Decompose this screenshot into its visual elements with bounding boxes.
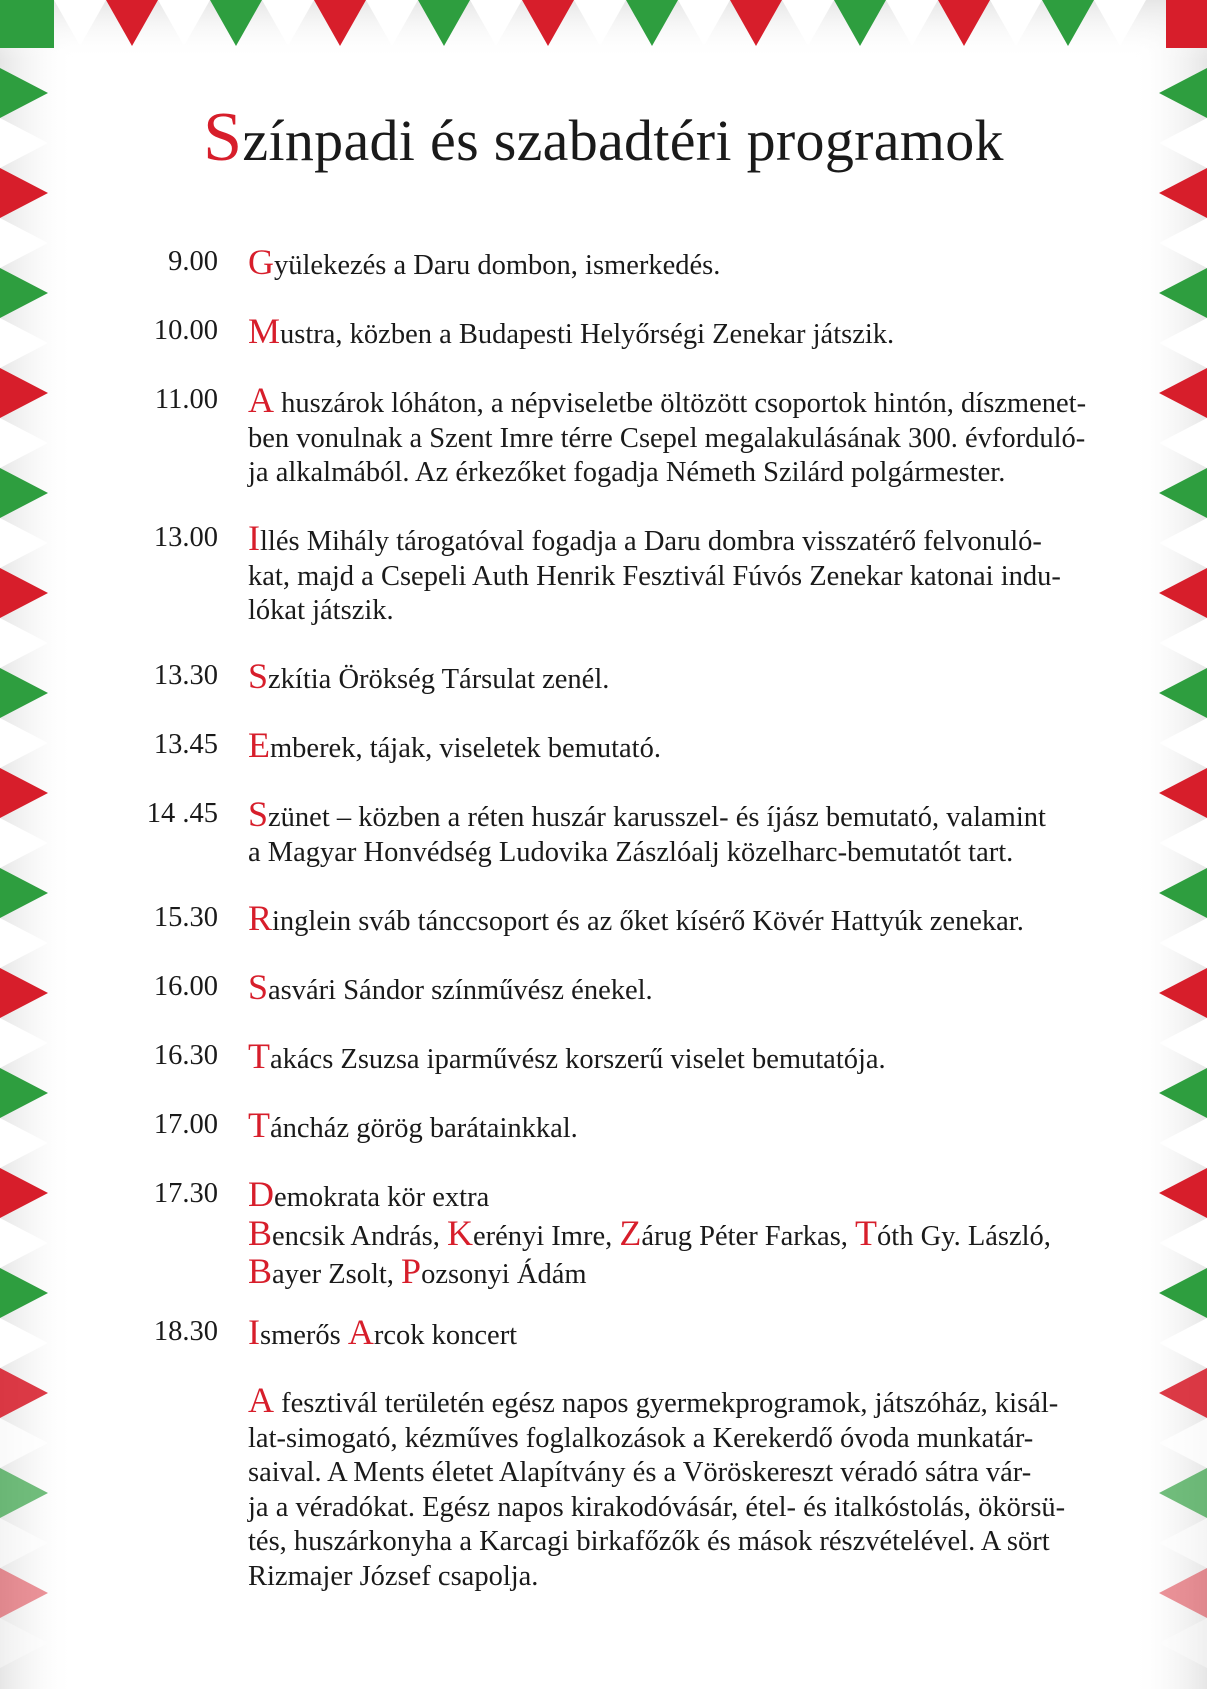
drop-cap: I bbox=[248, 518, 260, 558]
desc-line: kat, majd a Csepeli Auth Henrik Fesztivál Fúvós Zenekar katonai indu- bbox=[248, 560, 1061, 592]
drop-cap: P bbox=[401, 1251, 422, 1291]
entry-description bbox=[248, 1036, 1105, 1078]
closing-text bbox=[248, 1380, 1105, 1594]
desc-line: Szkítia Örökség Társulat zenél. bbox=[248, 656, 610, 696]
entry-description bbox=[248, 380, 1105, 491]
drop-cap: S bbox=[248, 656, 269, 696]
desc-line: Rizmajer József csapolja. bbox=[248, 1560, 539, 1592]
entry-time: 16.00 bbox=[153, 971, 218, 1002]
corner-block-left bbox=[0, 0, 54, 48]
desc-line: tés, huszárkonyha a Karcagi birkafőzők és mások részvételével. A sört bbox=[248, 1526, 1050, 1557]
entry-description bbox=[248, 1174, 1105, 1293]
desc-line: Demokrata kör extra bbox=[248, 1174, 490, 1214]
drop-cap: Z bbox=[619, 1212, 642, 1253]
entry-time: 17.30 bbox=[153, 1178, 218, 1209]
drop-cap: E bbox=[248, 725, 270, 765]
entry-time: 11.00 bbox=[154, 384, 218, 415]
drop-cap: S bbox=[248, 967, 269, 1007]
entry-time: 13.45 bbox=[153, 729, 218, 760]
drop-cap: K bbox=[446, 1212, 473, 1253]
desc-line: A huszárok lóháton, a népviseletbe öltözött csoportok hintón, díszmenet- bbox=[248, 380, 1087, 420]
desc-line: lat-simogató, kézműves foglalkozások a Kerekerdő óvoda munkatár- bbox=[248, 1422, 1034, 1454]
entry-time: 18.30 bbox=[153, 1316, 218, 1347]
drop-cap: A bbox=[347, 1312, 374, 1352]
entry-description bbox=[248, 518, 1105, 629]
page-title bbox=[0, 98, 1207, 178]
entry-description bbox=[248, 1105, 1105, 1147]
title-rest: zínpadi és szabadtéri programok bbox=[242, 108, 1004, 173]
desc-line: Sasvári Sándor színművész énekel. bbox=[248, 967, 653, 1007]
desc-line: ben vonulnak a Szent Imre térre Csepel megalakulásának 300. évforduló- bbox=[248, 422, 1086, 454]
drop-cap: S bbox=[248, 794, 269, 834]
desc-line: Bencsik András, Kerényi Imre, Zárug Péter Farkas, Tóth Gy. László, bbox=[248, 1212, 1051, 1253]
desc-line: Bayer Zsolt, Pozsonyi Ádám bbox=[248, 1251, 587, 1291]
desc-line: saival. A Ments életet Alapítvány és a Vöröskereszt véradó sátra vár- bbox=[248, 1457, 1032, 1488]
entry-description bbox=[248, 898, 1105, 940]
drop-cap: G bbox=[248, 242, 274, 282]
entry-time: 17.00 bbox=[153, 1109, 218, 1140]
desc-line: Illés Mihály tárogatóval fogadja a Daru dombra visszatérő felvonuló- bbox=[248, 518, 1042, 558]
desc-line: Ringlein sváb tánccsoport és az őket kísérő Kövér Hattyúk zenekar. bbox=[248, 898, 1024, 938]
entry-time: 14 .45 bbox=[146, 798, 218, 829]
desc-line: lókat játszik. bbox=[248, 595, 394, 626]
drop-cap: T bbox=[248, 1105, 270, 1145]
entry-time: 15.30 bbox=[153, 902, 218, 933]
desc-line: Emberek, tájak, viseletek bemutató. bbox=[248, 725, 661, 765]
entry-time: 10.00 bbox=[153, 315, 218, 346]
drop-cap: M bbox=[248, 311, 281, 351]
desc-line: ja a véradókat. Egész napos kirakodóvásár, étel- és italkóstolás, ökörsü- bbox=[248, 1491, 1066, 1523]
desc-line: ja alkalmából. Az érkezőket fogadja Németh Szilárd polgármester. bbox=[248, 457, 1006, 488]
entry-description bbox=[248, 794, 1105, 870]
corner-block-right bbox=[1166, 0, 1207, 48]
entry-description bbox=[248, 967, 1105, 1009]
title-initial: S bbox=[203, 99, 243, 176]
entry-description bbox=[248, 656, 1105, 698]
entry-time: 13.30 bbox=[153, 660, 218, 691]
desc-line: Táncház görög barátainkkal. bbox=[248, 1105, 578, 1145]
drop-cap: A bbox=[248, 380, 274, 420]
desc-line: Ismerős Arcok koncert bbox=[248, 1312, 518, 1352]
drop-cap: B bbox=[248, 1251, 273, 1291]
desc-line: Gyülekezés a Daru dombon, ismerkedés. bbox=[248, 242, 721, 282]
drop-cap: T bbox=[855, 1212, 878, 1253]
drop-cap: B bbox=[248, 1212, 273, 1253]
desc-line: Takács Zsuzsa iparművész korszerű viselet bemutatója. bbox=[248, 1036, 886, 1076]
drop-cap: R bbox=[248, 898, 273, 938]
entry-time: 16.30 bbox=[153, 1040, 218, 1071]
entry-time: 9.00 bbox=[168, 246, 218, 277]
drop-cap: T bbox=[248, 1036, 270, 1076]
desc-line: Mustra, közben a Budapesti Helyőrségi Zenekar játszik. bbox=[248, 311, 895, 351]
entry-time: 13.00 bbox=[153, 522, 218, 553]
drop-cap: I bbox=[248, 1312, 260, 1352]
desc-line: a Magyar Honvédség Ludovika Zászlóalj közelharc-bemutatót tart. bbox=[248, 836, 1014, 868]
entry-description bbox=[248, 242, 1105, 284]
entry-description bbox=[248, 725, 1105, 767]
drop-cap: A bbox=[248, 1380, 274, 1420]
entry-description bbox=[248, 311, 1105, 353]
desc-line: A fesztivál területén egész napos gyermekprogramok, játszóház, kisál- bbox=[248, 1380, 1059, 1420]
desc-line: Szünet – közben a réten huszár karusszel- és íjász bemutató, valamint bbox=[248, 794, 1046, 834]
drop-cap: D bbox=[248, 1174, 274, 1214]
entry-description bbox=[248, 1312, 1105, 1354]
